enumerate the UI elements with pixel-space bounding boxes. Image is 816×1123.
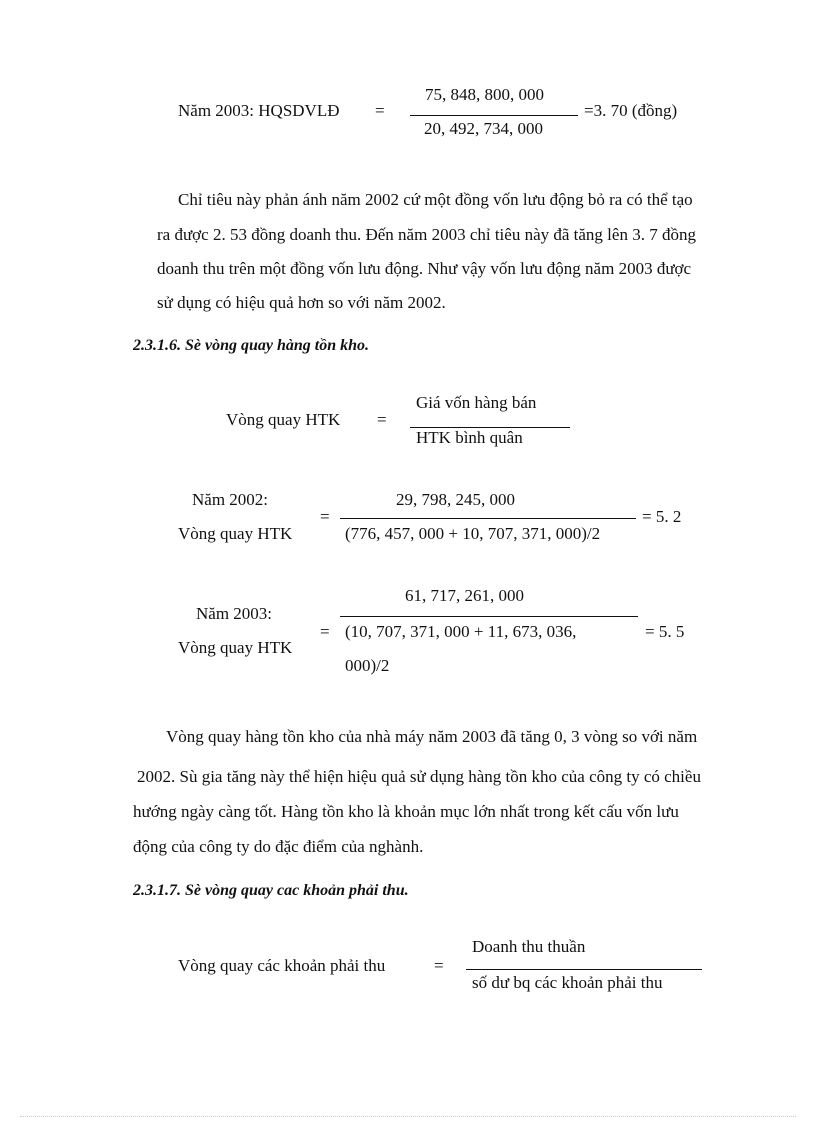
paragraph-line: ra được 2. 53 đồng doanh thu. Đến năm 2003 chỉ tiêu này đã tăng lên 3. 7 đồng [157, 225, 696, 244]
fraction-bar [340, 616, 638, 617]
paragraph-line: hướng ngày càng tốt. Hàng tồn kho là khoản mục lớn nhất trong kết cấu vốn lưu [133, 802, 679, 821]
formula-result: =3. 70 (đồng) [584, 101, 678, 120]
fraction-bar [410, 115, 578, 116]
fraction-bar [340, 518, 636, 519]
equals-sign: = [320, 507, 330, 526]
denominator: số dư bq các khoản phải thu [472, 973, 663, 992]
formula-label: Vòng quay HTK [178, 638, 293, 657]
formula-label: Vòng quay các khoản phải thu [178, 956, 386, 975]
year-label: Năm 2003: [196, 604, 273, 623]
formula-result: = 5. 2 [642, 507, 682, 526]
formula-result: = 5. 5 [645, 622, 685, 641]
equals-sign: = [320, 622, 330, 641]
paragraph-line: sử dụng có hiệu quả hơn so với năm 2002. [157, 293, 446, 312]
paragraph-line: Vòng quay hàng tồn kho của nhà máy năm 2003 đã tăng 0, 3 vòng so với năm [166, 727, 698, 746]
equals-sign: = [375, 101, 385, 120]
numerator: 75, 848, 800, 000 [425, 85, 544, 104]
denominator-continuation: 000)/2 [345, 656, 390, 675]
equals-sign: = [377, 410, 387, 429]
page-bottom-border [20, 1116, 796, 1117]
formula-label: Vòng quay HTK [178, 524, 293, 543]
section-heading: 2.3.1.6. Sè vòng quay hàng tồn kho. [133, 337, 370, 354]
numerator: Doanh thu thuần [472, 937, 586, 956]
equals-sign: = [434, 956, 444, 975]
paragraph-line: 2002. Sù gia tăng này thể hiện hiệu quả sử dụng hàng tồn kho của công ty có chiều [137, 767, 701, 786]
section-heading: 2.3.1.7. Sè vòng quay cac khoản phải thu. [133, 882, 409, 899]
fraction-bar [466, 969, 702, 970]
denominator: HTK bình quân [416, 428, 523, 447]
denominator: 20, 492, 734, 000 [424, 119, 543, 138]
numerator: 29, 798, 245, 000 [396, 490, 515, 509]
paragraph-line: doanh thu trên một đồng vốn lưu động. Như vậy vốn lưu động năm 2003 được [157, 259, 692, 278]
formula-label: Năm 2003: HQSDVLĐ [178, 101, 340, 120]
denominator: (10, 707, 371, 000 + 11, 673, 036, [345, 622, 577, 641]
paragraph-line: động của công ty do đặc điểm của nghành. [133, 837, 424, 856]
paragraph-line: Chỉ tiêu này phản ánh năm 2002 cứ một đồng vốn lưu động bỏ ra có thể tạo [178, 190, 693, 209]
year-label: Năm 2002: [192, 490, 269, 509]
denominator: (776, 457, 000 + 10, 707, 371, 000)/2 [345, 524, 601, 543]
numerator: Giá vốn hàng bán [416, 393, 537, 412]
formula-label: Vòng quay HTK [226, 410, 341, 429]
numerator: 61, 717, 261, 000 [405, 586, 524, 605]
